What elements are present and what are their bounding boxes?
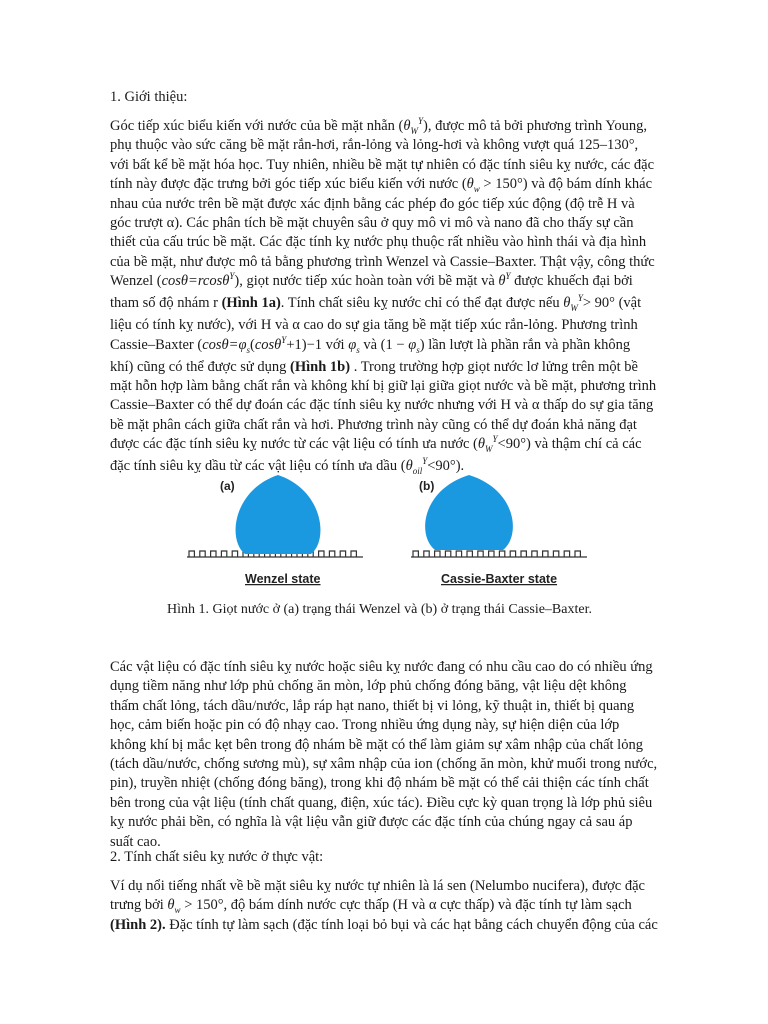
para-line: trưng bởi $\theta_w > 150^\circ$, độ bám dính nước cực thấp (H và α cực thấp) và đặc tính tự làm sạch [110, 897, 632, 916]
para-line: của bề mặt, như được mô tả bằng phương trình Wenzel và Cassie–Baxter. Thật vậy, công thức [110, 253, 655, 270]
figure-caption: Hình 1. Giọt nước ở (a) trạng thái Wenzel và (b) ở trạng thái Cassie–Baxter. [167, 602, 592, 617]
para-line: mặt hỗn hợp làm bằng chất rắn và không khí bị giữ lại giữa giọt nước và bề mặt, phương trình [110, 377, 657, 394]
para-line: thiết của cấu trúc bề mặt. Các đặc tính kỵ nước phụ thuộc rất nhiều vào hình thái và địa hình [110, 234, 647, 251]
para-line: Wenzel (cosθ=rcosθ$^Y$), giọt nước tiếp xúc hoàn toàn với bề mặt và $\theta^Y$ được khuếch đại bởi [110, 271, 633, 290]
wetting-states-figure [183, 470, 683, 590]
para-line: Các vật liệu có đặc tính siêu kỵ nước hoặc siêu kỵ nước đang có nhu cầu cao do có nhiều ứng [110, 659, 653, 675]
para-line: phụ thuộc vào sức căng bề mặt rắn-hơi, rắn-lỏng và lỏng-hơi và không vượt quá 125–130°, [110, 137, 639, 154]
cassie-baxter-state-label: Cassie-Baxter state [441, 572, 558, 586]
para-line: Cassie–Baxter có thể dự đoán các đặc tính siêu kỵ nước nhưng với H và α thấp do sự gia tăng [110, 397, 654, 414]
para-line: Ví dụ nổi tiếng nhất về bề mặt siêu kỵ nước tự nhiên là lá sen (Nelumbo nucifera), được đặc [110, 878, 645, 894]
para-line: Cassie–Baxter ($\cos\theta=\varphi_s(\cos\theta^Y+1)-1$ với $\varphi_s$ và $(1 - \varphi_s)$ lần lượt là phần rắn và phần không [110, 334, 631, 355]
para-line: với bất kể bề mặt hóa học. Tuy nhiên, nhiều bề mặt tự nhiên có đặc tính siêu kỵ nước, các đặc [110, 156, 655, 173]
para-line: góc trượt α). Các phân tích bề mặt chuyên sâu ở quy mô vi mô và nano đã cho thấy sự cần [110, 214, 634, 231]
section-2-heading: 2. Tính chất siêu kỵ nước ở thực vật: [110, 849, 324, 865]
section-1-paragraph-2 [110, 658, 690, 852]
para-line: bên trong của vật liệu (tính chất quang, điện, xúc tác). Điều cực kỳ quan trọng là lớp phủ siêu [110, 794, 653, 811]
section-1-paragraph [110, 117, 690, 479]
para-line: nhau của nước trên bề mặt được xác định bằng các phép đo góc tiếp xúc động (độ trễ H và [110, 195, 635, 212]
para-line: Góc tiếp xúc biểu kiến với nước của bề mặt nhẵn $(\theta_W^Y)$, được mô tả bởi phương trình Young, [110, 116, 648, 136]
para-line: đặc tính siêu kỵ dầu từ các vật liệu có tính ưa dầu $(\theta_{oil}^Y<90^\circ)$. [110, 456, 465, 476]
wenzel-water-droplet [236, 475, 321, 554]
para-line: được các đặc tính siêu kỵ nước từ các vật liệu có tính ưa nước $(\theta_W^Y<90^\circ)$ và thậm chí cả các [110, 434, 642, 454]
para-line: khí) cũng có thể được sử dụng (Hình 1b) . Trong trường hợp giọt nước lơ lửng trên một bề [110, 358, 638, 375]
figure-label-a: (a) [220, 479, 235, 493]
para-line: (Hình 2). Đặc tính tự làm sạch (đặc tính loại bỏ bụi và các hạt bằng cách chuyển động của các [110, 916, 658, 933]
section-1-heading: 1. Giới thiệu: [110, 89, 188, 105]
wenzel-state-label: Wenzel state [245, 572, 321, 586]
para-line: dụng tiềm năng như lớp phủ chống ăn mòn, lớp phủ chống đóng băng, vật liệu dệt không [110, 678, 627, 695]
para-line: pin), truyền nhiệt (chống đóng băng), trong khi độ nhám bề mặt có thể cải thiện các tính chất [110, 775, 649, 792]
para-line: thấm chất lỏng, tách dầu/nước, lắp ráp hạt nano, thiết bị vi lỏng, kỹ thuật in, thiết bị quang [110, 697, 635, 714]
para-line: tham số độ nhám r (Hình 1a). Tính chất siêu kỵ nước chỉ có thể đạt được nếu $\theta_W^Y> 90^\circ$ (vật [110, 293, 642, 314]
para-line: suất cao. [110, 833, 161, 850]
section-2-paragraph [110, 877, 690, 935]
cassie-water-droplet [425, 475, 513, 550]
para-line: tính này được đặc trưng bởi góc tiếp xúc biểu kiến với nước $(\theta_w > 150^\circ)$ và độ bám dính khác [110, 176, 653, 195]
para-line: kỵ nước phải bền, có nghĩa là vật liệu vẫn giữ được các đặc tính của chúng ngay cả sau áp [110, 814, 633, 831]
para-line: bề mặt phân cách giữa chất rắn và hơi. Phương trình này cũng có thể dự đoán khả năng đạt [110, 416, 637, 433]
para-line: không khí bị mắc kẹt bên trong độ nhám bề mặt có thể làm giảm sự xâm nhập của chất lỏng [110, 736, 643, 753]
para-line: (tách dầu/nước, chống sương mù), sự xâm nhập của ion (chống ăn mòn, khử muối trong nước, [110, 755, 658, 772]
para-line: học, cảm biến hoặc pin có độ nhạy cao. Trong nhiều ứng dụng này, sự hiện diện của lớp [110, 717, 620, 734]
cassie-roughness-pillars [413, 551, 580, 557]
figure-label-b: (b) [419, 479, 435, 493]
para-line: liệu có tính kỵ nước), với H và α cao do sự gia tăng bề mặt tiếp xúc rắn-lỏng. Phương trình [110, 317, 638, 334]
